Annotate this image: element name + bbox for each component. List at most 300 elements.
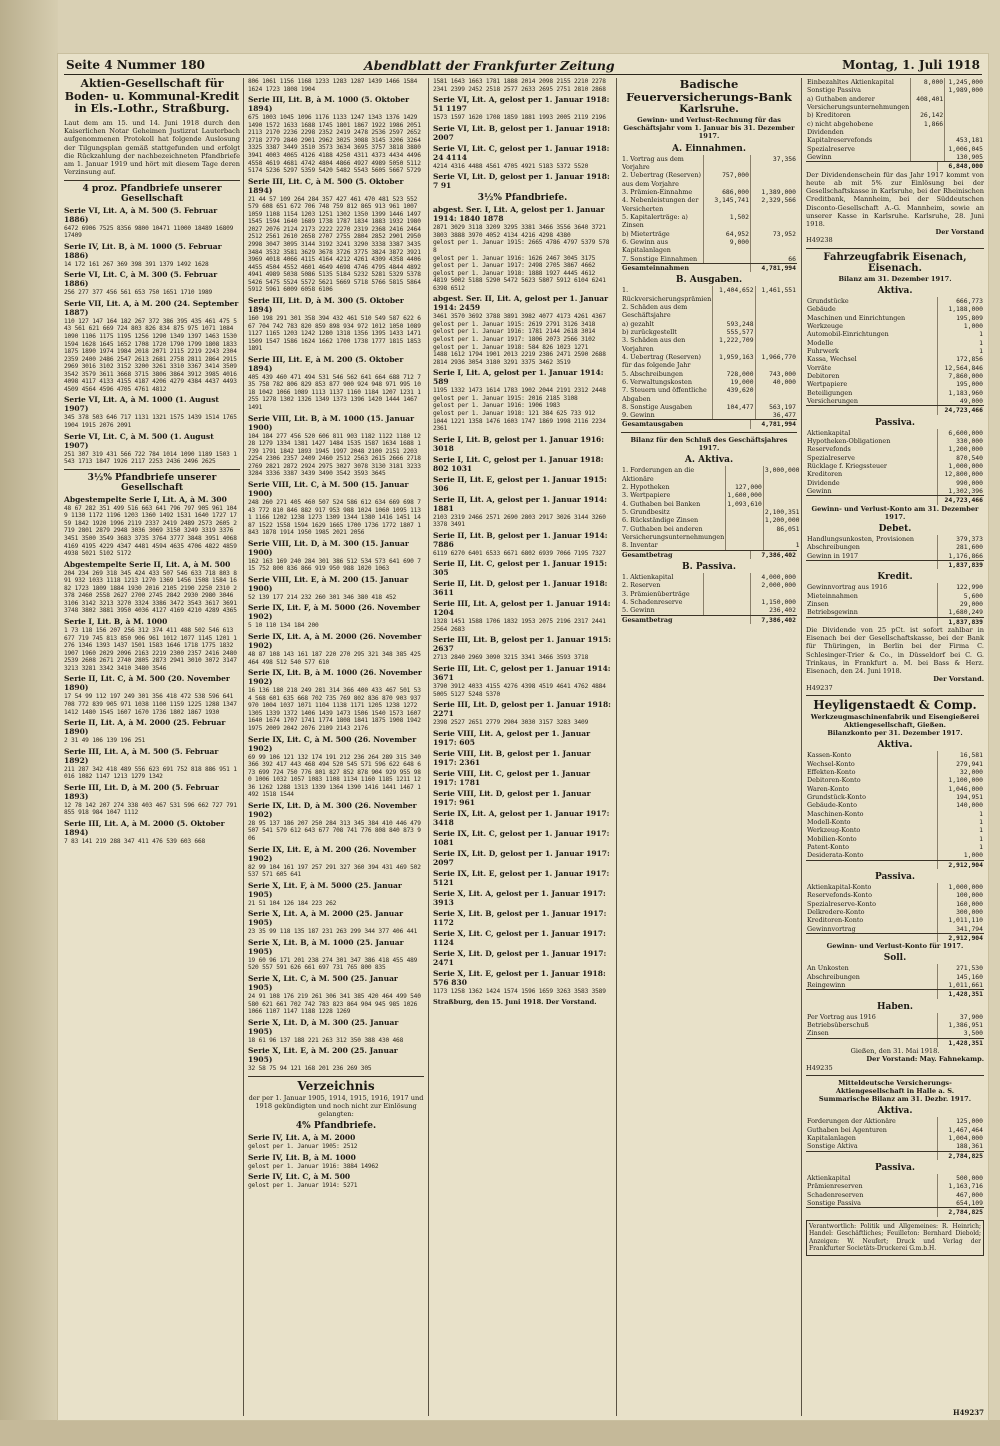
- table-total-label: [806, 406, 938, 415]
- table-total-value: 2,784,825: [938, 1208, 985, 1217]
- series-heading: Serie IX, Lit. C, gelost per 1. Januar 1917: 1081: [433, 828, 610, 847]
- row-value: 1,680,249: [938, 608, 985, 616]
- assets-table: [806, 1117, 984, 1150]
- series-heading: Abgestempelte Serie I, Lit. A, à M. 300: [64, 494, 227, 504]
- row-label: Gebäude-Konto: [807, 801, 857, 810]
- divider: [64, 180, 240, 181]
- row-total: 40,000: [755, 378, 797, 386]
- number-list: 28 95 137 186 207 250 284 313 345 384 410 446 479 507 541 579 612 643 677 708 741 776 808 840 873 906: [248, 819, 421, 842]
- row-value: 1,163,716: [938, 1182, 985, 1190]
- table-row: [621, 581, 797, 589]
- row-value: 1,004,000: [938, 1134, 985, 1142]
- row-value: 500,000: [938, 1174, 985, 1182]
- series-heading: Serie VI, Lit. A, à M. 1000 (1. August 1907): [64, 395, 219, 414]
- row-total: 2,000,000: [751, 581, 798, 589]
- table-row: [806, 78, 984, 86]
- row-value: 555,577: [713, 328, 755, 336]
- number-list: 4214 4316 4488 4561 4705 4921 5183 5372 5520: [433, 162, 589, 170]
- row-value: 1,404,652: [713, 286, 755, 303]
- series-heading: Serie VI, Lit. C, à M. 500 (1. August 1907): [64, 431, 214, 450]
- table-row: [621, 378, 797, 386]
- table-row: [621, 196, 797, 213]
- company-title: Heyligenstaedt & Comp.: [813, 697, 977, 712]
- row-value: 379,373: [938, 535, 985, 543]
- series-heading: Serie IX, Lit. B, à M. 1000 (26. November 1902): [248, 668, 422, 687]
- series-heading: Serie VII, Lit. A, à M. 200 (24. September 1887): [64, 298, 239, 317]
- table-total-value: 1,428,351: [938, 1038, 985, 1047]
- liabilities-table: [806, 883, 984, 933]
- series-heading: Serie VIII, Lit. B, à M. 1000 (15. Januar 1900): [248, 413, 415, 432]
- row-label: Werkzeug-Konto: [807, 826, 861, 835]
- row-value: 32,000: [938, 768, 985, 776]
- assets-table: [621, 466, 801, 549]
- row-value: [911, 136, 945, 144]
- credit-table: [806, 1013, 984, 1038]
- series-heading: Serie II, Lit. D, gelost per 1. Januar 1918: 3611: [433, 579, 608, 598]
- row-label: Betriebsüberschuß: [807, 1021, 869, 1030]
- row-value: [704, 573, 751, 581]
- row-value: [704, 255, 751, 263]
- ad-code: H49238: [806, 236, 833, 245]
- row-value: 1,600,000: [727, 491, 762, 500]
- row-value: 3,500: [938, 1029, 985, 1037]
- row-value: 757,000: [704, 171, 751, 188]
- table-row: [806, 964, 984, 972]
- row-label: Gebäude: [807, 305, 836, 314]
- divider: [806, 695, 984, 696]
- table-total-value: 1,837,839: [938, 560, 985, 569]
- row-label: Maschinen und Einrichtungen: [807, 313, 906, 322]
- series-heading: Serie VI, Lit. A, à M. 500 (5. Februar 1886): [64, 205, 218, 224]
- series-heading: Serie X, Lit. E, à M. 200 (25. Januar 1905): [248, 1046, 398, 1065]
- series-heading: Serie VI, Lit. C, gelost per 1. Januar 1918: 24 4114: [433, 143, 610, 162]
- table-row: [621, 328, 797, 336]
- row-value: 3,145,741: [704, 196, 751, 213]
- table-row: [806, 543, 984, 551]
- signature-line: Der Vorstand: [935, 228, 984, 237]
- number-list: gelost per 1. Januar 1905: 2512: [248, 1143, 358, 1151]
- section-heading: Kredit.: [877, 572, 913, 583]
- row-total: 743,000: [755, 370, 797, 378]
- row-value: 6,600,000: [938, 429, 985, 437]
- series-heading: Serie VI, Lit. D, gelost per 1. Januar 1918: 7 91: [433, 172, 610, 191]
- row-label: 2. Schäden aus dem Geschäftsjahre: [622, 302, 688, 320]
- balance-title: Summarische Bilanz am 31. Dezbr. 1917.: [818, 1095, 972, 1104]
- number-list: 19 60 96 171 201 238 274 301 347 386 418 455 489 520 557 591 626 661 697 731 765 800 835: [248, 956, 418, 972]
- row-value: [911, 145, 945, 153]
- section-heading: Debet.: [878, 523, 912, 534]
- liabilities-table: [806, 429, 984, 496]
- number-list: 14 172 161 267 369 398 391 1379 1492 1628: [64, 260, 209, 268]
- series-heading: Serie II, Lit. B, gelost per 1. Januar 1914: 7886: [433, 530, 608, 549]
- row-total: 1,150,000: [751, 598, 798, 606]
- row-label: Dividende: [807, 478, 840, 487]
- row-value: 1,000: [938, 851, 985, 859]
- table-row: [806, 454, 984, 462]
- dividend-note: Der Dividendenschein für das Jahr 1917 kommt von heute ab mit 5% zur Einlösung bei der Gesellschaftskasse in Karlsruhe, bei der Rheinischen Creditbank, Mannheim, bei der Süddeutschen Disconto-Gesellschaft A.-G. Mannheim, sowie an unserer Kasse in Karlsruhe. Karlsruhe, 28. Juni 1918.: [806, 170, 984, 229]
- series-heading: Serie VIII, Lit. B, gelost per 1. Januar 1917: 2361: [433, 748, 591, 767]
- number-list: 21 51 104 126 184 223 262: [248, 899, 337, 907]
- number-list: 211 287 342 418 489 556 623 691 752 818 886 951 1016 1082 1147 1213 1279 1342: [64, 765, 237, 781]
- row-value: 1: [938, 339, 985, 347]
- table-row: [806, 429, 984, 437]
- row-label: Gewinnvortrag aus 1916: [807, 583, 888, 592]
- table-row: [806, 120, 984, 137]
- row-total: [755, 328, 797, 336]
- row-value: 990,000: [938, 479, 985, 487]
- row-total: 36,477: [755, 411, 797, 419]
- table-row: [806, 908, 984, 916]
- row-total: [755, 320, 797, 328]
- row-label: Sonstige Passiva: [807, 86, 861, 95]
- row-value: 7,860,000: [938, 372, 985, 380]
- series-heading: Serie IX, Lit. A, gelost per 1. Januar 1917: 3418: [433, 808, 610, 827]
- row-label: Abschreibungen: [807, 972, 860, 981]
- row-label: Kreditoren-Konto: [807, 916, 864, 925]
- number-list: 248 260 271 405 460 507 524 586 612 634 669 698 743 772 810 846 882 917 953 988 1024 1060 1095 1131 1166 1202 1238 1273 1309 1344 1380 1416 1451 1487 1522 1558 1594 1629 1665 1700 1736 1772 1807 1843 1878 1914 1950 1985 2021 2056: [248, 498, 421, 537]
- series-heading: Serie III, Lit. C, à M. 500 (5. Oktober 1894): [248, 176, 404, 195]
- row-value: 140,000: [938, 801, 985, 809]
- row-value: 300,000: [938, 908, 985, 916]
- number-list: 7 83 141 219 288 347 411 476 539 603 668: [64, 837, 206, 845]
- table-row: [806, 981, 984, 989]
- row-label: Beteiligungen: [807, 388, 853, 397]
- series-heading: Serie III, Lit. C, gelost per 1. Januar 1914: 3671: [433, 664, 611, 682]
- table-row: [621, 238, 797, 255]
- series-heading: Serie II, Lit. C, gelost per 1. Januar 1915: 305: [433, 559, 608, 578]
- table-row: [806, 339, 984, 347]
- list-title: Verzeichnis: [297, 1078, 375, 1093]
- table-row: [806, 1134, 984, 1142]
- row-label: Zinsen: [807, 599, 829, 608]
- table-total-label: [806, 860, 938, 869]
- row-value: 1,093,610: [727, 499, 762, 508]
- table-row: [806, 1174, 984, 1182]
- series-heading: Serie III, Lit. A, gelost per 1. Januar 1914: 1204: [433, 599, 611, 618]
- number-list: 12 78 142 207 274 338 403 467 531 596 662 727 791 855 918 984 1047 1112: [64, 801, 237, 817]
- row-value: 1,183,960: [938, 389, 985, 397]
- table-row: [806, 843, 984, 851]
- row-total: 73,952: [751, 230, 798, 238]
- row-label: 8. Inventar: [622, 541, 658, 550]
- table-row: [806, 355, 984, 363]
- table-row: [806, 462, 984, 470]
- number-list: 52 139 177 214 232 260 301 346 380 418 452: [248, 593, 397, 601]
- assets-table: [806, 297, 984, 405]
- table-row: [806, 535, 984, 543]
- row-value: 12,564,846: [938, 364, 985, 372]
- table-row: [806, 1126, 984, 1134]
- number-list: 3790 3912 4033 4155 4276 4398 4519 4641 4762 4884 5005 5127 5248 5370: [433, 683, 606, 698]
- table-row: [806, 330, 984, 338]
- table-row: [621, 500, 801, 508]
- row-label: Spezialreserve: [807, 144, 855, 153]
- table-row: [806, 818, 984, 826]
- series-heading: Serie III, Lit. A, à M. 2000 (5. Oktober 1894): [64, 818, 225, 837]
- table-row: [806, 364, 984, 372]
- row-label: Kassa, Wechsel: [807, 355, 857, 364]
- series-heading: Serie II, Lit. A, gelost per 1. Januar 1914: 1881: [433, 494, 608, 513]
- row-value: 1,176,866: [938, 552, 985, 560]
- statement-subtitle: Gewinn- und Verlust-Rechnung für das Geschäftsjahr vom 1. Januar bis 31. Dezember 1917.: [623, 115, 795, 141]
- row-label: 1. Aktienkapital: [622, 572, 674, 581]
- number-list: 251 307 319 431 566 722 784 1014 1090 1189 1503 1543 1713 1847 1926 2117 2253 2436 2496 2625: [64, 450, 237, 466]
- number-list: 204 234 269 318 345 424 433 507 546 633 718 803 891 932 1033 1118 1213 1270 1369 1456 1508 1584 1682 1723 1809 1884 1930 2016 2105 2190 2250 2310 2378 2460 2558 2627 2700 2745 2842 2930 2980 3046 3106 3142 3213 3270 3324 3386 3472 3543 3617 3691 3748 3802 3881 3950 4036 4127 4169 4210 4289 4365: [64, 569, 237, 615]
- row-value: 330,000: [938, 437, 985, 445]
- row-value: 408,401: [911, 95, 945, 112]
- row-label: 9. Gewinn: [622, 411, 655, 420]
- row-value: 195,000: [938, 380, 985, 388]
- row-label: Vorräte: [807, 363, 832, 372]
- table-row: [806, 372, 984, 380]
- row-total: [945, 111, 984, 119]
- series-heading: Serie IX, Lit. A, à M. 2000 (26. November 1902): [248, 632, 422, 650]
- row-label: Kapitalanlagen: [807, 1134, 856, 1143]
- number-list: 110 127 147 164 182 267 372 386 395 435 461 475 543 561 621 669 724 803 826 834 875 975 1071 1084 1090 1106 1175 1195 1256 1290 1349 1397 1463 1530 1594 1628 1645 1652 1708 1720 1790 1799 1808 1833 1875 1890 1974 1984 2018 2071 2115 2219 2243 2304 2359 2400 2486 2547 2613 2681 2758 2811 2864 2915 2969 3016 3102 3152 3200 3261 3310 3367 3414 3509 3542 3579 3611 3668 3715 3806 3864 3912 3985 4016 4098 4117 4133 4155 4187 4206 4279 4384 4437 4493 4509 4564 4596 4705 4761 4812: [64, 317, 237, 393]
- series-heading: Serie X, Lit. F, à M. 5000 (25. Januar 1905): [248, 880, 402, 899]
- divider: [64, 469, 240, 470]
- row-total: 3,000,000: [763, 466, 800, 483]
- table-total-value: 1,837,839: [938, 617, 985, 626]
- series-heading: Serie IV, Lit. A, à M. 2000: [248, 1133, 356, 1143]
- table-total-value: 2,912,904: [938, 860, 985, 869]
- signature-line: Der Vorstand: May. Fahnekamp.: [866, 1055, 984, 1064]
- series-heading: Serie VIII, Lit. E, à M. 200 (15. Januar 1900): [248, 574, 409, 593]
- column-rule: [801, 78, 802, 1416]
- number-list: gelost per 1. Januar 1915: 2016 2185 3108: [433, 394, 578, 402]
- row-label: 1. Forderungen an die Aktionäre: [622, 466, 695, 483]
- table-row: [806, 389, 984, 397]
- number-list: 160 198 291 301 358 394 432 461 510 549 587 622 667 704 742 783 820 859 898 934 972 1012 1050 1089 1127 1165 1203 1242 1280 1318 1356 1395 1433 1471 1509 1547 1586 1624 1662 1700 1738 1777 1815 1853 1891: [248, 314, 421, 353]
- page-header: [64, 58, 982, 75]
- debit-table: [806, 535, 984, 560]
- row-label: 5. Abschreibungen: [622, 369, 684, 378]
- series-heading: Serie II, Lit. E, gelost per 1. Januar 1915: 306: [433, 474, 607, 493]
- table-total-label: [806, 617, 938, 626]
- row-label: Zinsen: [807, 1029, 829, 1038]
- table-row: [621, 286, 797, 303]
- series-heading: Serie VIII, Lit. A, gelost per 1. Januar 1917: 605: [433, 728, 591, 747]
- row-label: Schadenreserven: [807, 1190, 864, 1199]
- series-heading: Serie IX, Lit. E, gelost per 1. Januar 1917: 5121: [433, 868, 610, 887]
- row-label: Spezialreserve: [807, 453, 855, 462]
- table-total-label: Gesamtbetrag: [621, 550, 751, 559]
- liabilities-table: [621, 573, 797, 615]
- row-label: 3. Schäden aus den Vorjahren: [622, 336, 686, 353]
- table-row: [806, 479, 984, 487]
- table-total-label: Gesamtausgaben: [621, 420, 751, 429]
- row-label: Gewinn in 1917: [807, 551, 859, 560]
- section-heading: Passiva.: [874, 417, 916, 428]
- row-value: 467,000: [938, 1191, 985, 1199]
- number-list: gelost per 1. Januar 1915: 2619 2791 3126 3418: [433, 320, 596, 328]
- table-row: [806, 916, 984, 924]
- row-label: a) gezahlt: [622, 319, 655, 328]
- number-list: 345 378 503 646 717 1131 1321 1575 1439 1514 1765 1904 1915 2076 2091: [64, 414, 237, 429]
- page-left-edge: [0, 0, 58, 1446]
- number-list: gelost per 1. Januar 1916: 1781 2144 2618 3014: [433, 328, 596, 336]
- signature-line: Der Vorstand.: [933, 675, 984, 684]
- number-list: 2103 2319 2466 2571 2690 2803 2917 3026 3144 3260 3378 3491: [433, 513, 606, 529]
- row-value: 1,011,110: [938, 916, 985, 924]
- row-label: Grundstücke: [807, 296, 849, 305]
- row-value: [713, 303, 755, 320]
- row-value: 172,856: [938, 355, 985, 363]
- row-value: 341,794: [938, 925, 985, 933]
- row-value: 1,011,661: [938, 981, 985, 989]
- series-heading: abgest. Ser. I, Lit. A, gelost per 1. Januar 1914: 1840 1878: [433, 205, 605, 224]
- balance-title: Bilanz am 31. Dezember 1917.: [838, 274, 952, 283]
- table-total-label: [806, 933, 938, 942]
- series-heading: Serie VIII, Lit. C, à M. 500 (15. Januar 1900): [248, 479, 409, 498]
- row-value: 1,222,709: [713, 336, 755, 353]
- section-heading: Aktiva.: [877, 740, 913, 751]
- table-row: [806, 1142, 984, 1150]
- table-row: [806, 785, 984, 793]
- series-heading: Serie IX, Lit. F, à M. 5000 (26. November 1902): [248, 603, 421, 622]
- row-total: 1,006,045: [945, 145, 984, 153]
- series-heading: Serie I, Lit. B, gelost per 1. Januar 1916: 3018: [433, 434, 605, 453]
- section-heading: 4 proz. Pfandbriefe unserer Gesellschaft: [82, 183, 222, 204]
- column-5: [806, 78, 984, 1416]
- row-total: 130,905: [945, 153, 984, 161]
- table-row: [806, 776, 984, 784]
- column-2: [248, 78, 424, 1416]
- row-label: 6. Gewinn aus Kapitalanlagen: [622, 237, 671, 255]
- row-label: b) Kreditoren: [807, 111, 851, 120]
- row-total: 1,966,770: [755, 353, 797, 370]
- series-heading: Serie X, Lit. D, à M. 300 (25. Januar 1905): [248, 1017, 399, 1036]
- table-row: [806, 314, 984, 322]
- row-total: [751, 238, 798, 255]
- row-label: a) Guthaben anderer Versicherungsunternehmungen: [807, 94, 910, 111]
- table-row: [806, 973, 984, 981]
- company-city: Karlsruhe.: [679, 104, 739, 116]
- number-list: 806 1061 1156 1168 1233 1283 1287 1439 1466 1584 1624 1723 1808 1904: [248, 78, 418, 93]
- series-heading: Serie X, Lit. C, gelost per 1. Januar 1917: 1124: [433, 928, 606, 947]
- row-value: 1: [938, 826, 985, 834]
- row-label: Prämienreserven: [807, 1182, 863, 1191]
- row-label: Fuhrwerk: [807, 346, 839, 355]
- row-label: Kapitalreservefonds: [807, 136, 873, 145]
- number-list: 48 67 282 351 499 516 663 641 796 797 905 961 1049 1130 1172 1196 1203 1360 1492 1531 1640 1727 1759 1842 1920 1996 2119 2337 2419 2489 2573 2605 2719 2801 2879 2948 3036 3069 3150 3249 3319 3376 3451 3500 3549 3683 3735 3764 3777 3848 3951 4068 4169 4195 4229 4347 4481 4594 4635 4706 4822 4859 4938 5021 5102 5172: [64, 504, 237, 558]
- table-total-label: Gesamtbetrag: [621, 615, 751, 624]
- column-3: [433, 78, 612, 1416]
- table-row: [806, 883, 984, 891]
- row-value: 1,046,000: [938, 785, 985, 793]
- account-title: Gewinn- und Verlust-Konto am 31. Dezember 1917.: [811, 504, 979, 521]
- section-heading: Aktiva.: [877, 285, 913, 296]
- series-heading: Serie X, Lit. B, gelost per 1. Januar 1917: 1172: [433, 908, 607, 927]
- issue-date: Montag, 1. Juli 1918: [842, 58, 980, 72]
- row-value: 29,000: [938, 600, 985, 608]
- row-label: Spezialreserve-Konto: [807, 899, 877, 908]
- row-total: 1,200,000: [764, 516, 800, 525]
- table-row: [806, 925, 984, 933]
- series-heading: Serie III, Lit. D, à M. 200 (5. Februar 1893): [64, 782, 219, 801]
- row-total: 37,356: [751, 155, 798, 172]
- table-row: [806, 397, 984, 405]
- number-list: 1581 1643 1663 1781 1888 2014 2098 2155 2210 2278 2341 2399 2452 2518 2577 2633 2695 2751 2810 2868: [433, 78, 606, 93]
- series-heading: Abgestempelte Serie II, Lit. A, à M. 500: [64, 559, 231, 569]
- row-label: Kassen-Konto: [807, 751, 852, 760]
- row-value: 1: [938, 843, 985, 851]
- row-value: 271,530: [938, 964, 985, 972]
- row-label: Rücklage f. Kriegssteuer: [807, 461, 887, 470]
- row-label: 3. Prämienüberträge: [622, 589, 690, 598]
- row-total: 1,461,551: [755, 286, 797, 303]
- table-row: [621, 303, 797, 320]
- table-row: [806, 322, 984, 330]
- number-list: 1 73 118 156 207 256 312 374 411 488 502 546 613 677 719 745 813 850 906 961 1012 1077 1145 1201 1276 1346 1393 1437 1501 1583 1646 1718 1775 1832 1907 1960 2029 2096 2163 2219 2300 2357 2416 2480 2539 2608 2671 2740 2805 2873 2941 3010 3072 3147 3213 3281 3342 3410 3480 3546: [64, 627, 237, 672]
- table-total-value: 24,723,466: [938, 406, 985, 415]
- table-row: [806, 760, 984, 768]
- row-label: Delkredere-Konto: [807, 907, 865, 916]
- number-list: gelost per 1. Januar 1916: 1906 1983: [433, 402, 560, 410]
- row-label: Debitoren: [807, 371, 840, 380]
- table-row: [621, 483, 801, 491]
- row-total: 1,989,000: [945, 86, 984, 94]
- number-list: 23 35 99 118 135 187 231 263 299 344 377 406 441: [248, 928, 418, 936]
- row-value: 1,188,000: [938, 305, 985, 313]
- row-label: Modell-Konto: [807, 817, 851, 826]
- row-value: [704, 581, 751, 589]
- section-heading: Passiva.: [874, 1163, 916, 1174]
- table-row: [621, 255, 797, 263]
- number-list: 6119 6270 6401 6533 6671 6802 6939 7066 7195 7327: [433, 549, 606, 557]
- company-title: Fahrzeugfabrik Eisenach, Eisenach.: [823, 251, 967, 275]
- number-list: 2398 2527 2651 2779 2904 3030 3157 3283 3409: [433, 719, 589, 727]
- section-heading: 3½% Pfandbriefe.: [477, 193, 568, 204]
- row-value: 49,000: [938, 397, 985, 405]
- section-heading: 3½% Pfandbriefe unserer Gesellschaft: [87, 472, 217, 493]
- series-heading: Serie III, Lit. B, gelost per 1. Januar 1915: 2637: [433, 635, 612, 654]
- row-label: Modelle: [807, 338, 834, 347]
- number-list: 6472 6906 7525 8356 9800 10471 11000 18489 16809 17409: [64, 224, 234, 240]
- row-label: b) Mieterträge: [622, 229, 670, 238]
- row-value: [704, 606, 751, 614]
- row-value: 104,477: [713, 403, 755, 411]
- table-total-label: [806, 496, 938, 505]
- page-number-label: Seite 4 Nummer 180: [66, 58, 206, 72]
- row-total: [751, 590, 798, 598]
- table-row: [621, 598, 797, 606]
- series-heading: Serie II, Lit. A, à M. 2000 (25. Februar 1890): [64, 718, 226, 737]
- table-row: [621, 525, 801, 542]
- series-heading: Serie IX, Lit. D, à M. 300 (26. November 1902): [248, 800, 417, 819]
- number-list: 2713 2840 2969 3090 3215 3341 3466 3593 3718: [433, 654, 589, 662]
- expense-table: [621, 286, 797, 419]
- series-heading: Serie III, Lit. D, gelost per 1. Januar 1918: 2271: [433, 700, 611, 719]
- row-value: 8,000: [911, 78, 945, 86]
- table-row: [806, 305, 984, 313]
- number-list: 5 10 110 134 184 200: [248, 622, 319, 630]
- row-value: 1,866: [911, 120, 945, 137]
- row-value: 1,100,000: [938, 776, 985, 784]
- table-total-value: 7,386,402: [751, 550, 798, 559]
- row-total: 563,197: [755, 403, 797, 411]
- table-row: [621, 336, 797, 353]
- divider: [248, 1076, 424, 1077]
- table-row: [806, 1029, 984, 1037]
- number-list: 4819 5002 5188 5290 5472 5623 5807 5912 6104 6241 6398 6512: [433, 277, 606, 292]
- row-total: [945, 120, 984, 137]
- table-total-value: 1,428,351: [938, 990, 985, 999]
- table-row: [806, 111, 984, 119]
- page-bottom-edge: [0, 1420, 1000, 1446]
- number-list: 3461 3570 3692 3788 3891 3982 4077 4173 4261 4367: [433, 313, 606, 321]
- table-total-label: [806, 1208, 938, 1217]
